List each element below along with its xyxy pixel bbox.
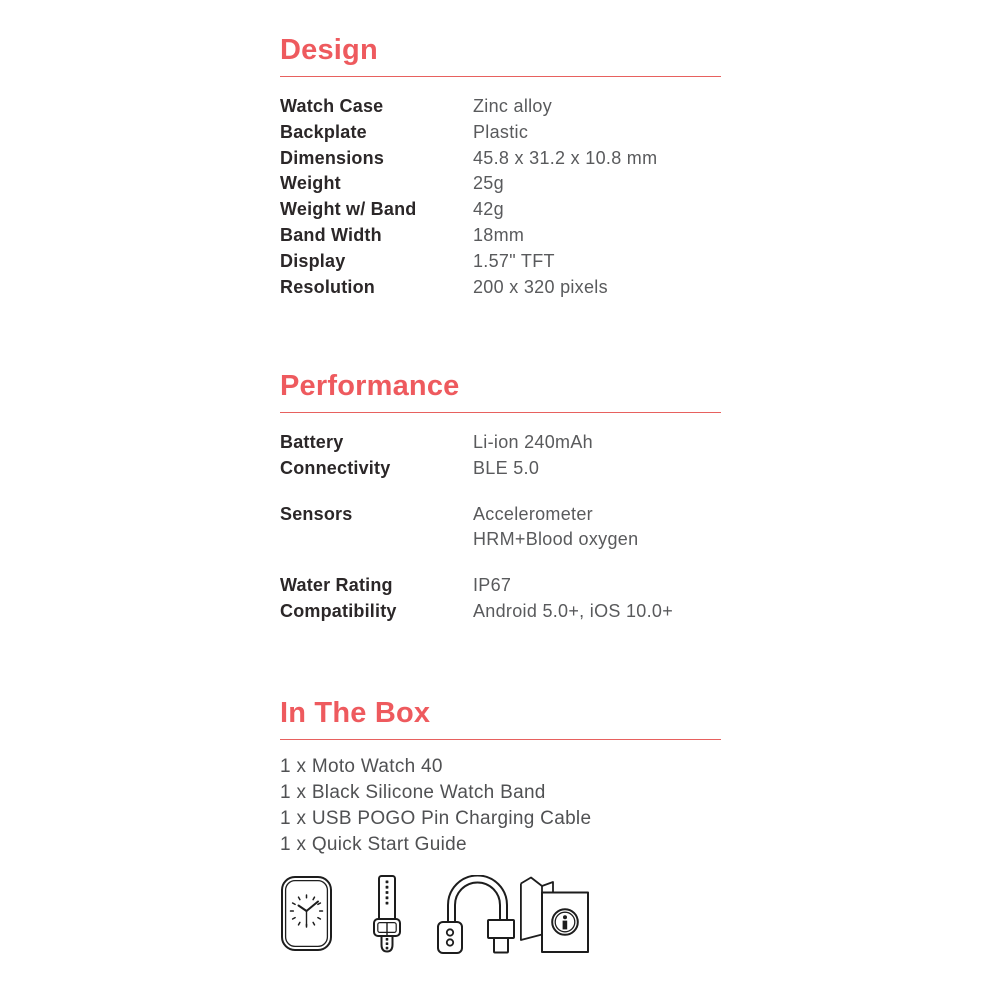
spec-value: 42g (473, 199, 504, 220)
watch-band-icon (373, 875, 401, 954)
spec-label: Battery (280, 432, 344, 452)
spec-group-gap (280, 482, 721, 502)
spec-label: Weight w/ Band (280, 199, 417, 220)
spec-label: Compatibility (280, 600, 397, 621)
spec-label: Backplate (280, 121, 367, 142)
spec-label: Band Width (280, 224, 382, 245)
spec-value: 45.8 x 31.2 x 10.8 mm (473, 147, 658, 168)
spec-row-watch-case (280, 94, 721, 120)
spec-row-compatibility (280, 599, 721, 625)
spec-row-weight-with-band (280, 197, 721, 223)
spec-value: Li-ion 240mAh (473, 432, 593, 452)
spec-row-display (280, 249, 721, 275)
spec-value: Zinc alloy (473, 96, 553, 116)
spec-row-backplate (280, 120, 721, 146)
box-contents-list (280, 754, 721, 858)
spec-row-weight (280, 171, 721, 197)
list-item: 1 x Quick Start Guide (280, 833, 467, 855)
performance-section-title: Performance (280, 370, 460, 402)
spec-value-line2: HRM+Blood oxygen (473, 529, 639, 550)
spec-row-resolution (280, 275, 721, 301)
spec-label: Connectivity (280, 457, 391, 478)
design-section (280, 35, 721, 300)
design-spec-table (280, 94, 721, 300)
spec-row-connectivity (280, 456, 721, 482)
watch-icon (281, 876, 332, 951)
spec-row-water-rating (280, 573, 721, 599)
section-divider (280, 739, 721, 740)
spec-row-band-width (280, 223, 721, 249)
spec-value: 18mm (473, 224, 525, 245)
section-divider (280, 76, 721, 77)
spec-label: Watch Case (280, 96, 384, 116)
section-divider (280, 412, 721, 413)
spec-value: 200 x 320 pixels (473, 276, 608, 297)
spec-label: Resolution (280, 276, 375, 297)
spec-label: Sensors (280, 503, 353, 524)
spec-value: 1.57" TFT (473, 250, 555, 271)
spec-row-battery (280, 430, 721, 456)
spec-value: BLE 5.0 (473, 457, 540, 478)
spec-value: Accelerometer (473, 503, 593, 524)
design-section-title: Design (280, 34, 378, 66)
spec-value: IP67 (473, 575, 512, 596)
list-item: 1 x USB POGO Pin Charging Cable (280, 807, 592, 829)
spec-label: Water Rating (280, 575, 393, 596)
quick-start-guide-icon (520, 876, 589, 954)
spec-label: Weight (280, 173, 341, 194)
performance-spec-table (280, 430, 721, 625)
in-the-box-section (280, 698, 721, 957)
spec-value: Plastic (473, 121, 529, 142)
spec-row-dimensions (280, 146, 721, 172)
charging-cable-icon (437, 875, 515, 954)
in-the-box-section-title: In The Box (280, 697, 431, 729)
spec-label: Display (280, 250, 346, 271)
spec-group-gap (280, 553, 721, 573)
list-item: 1 x Moto Watch 40 (280, 756, 443, 777)
list-item: 1 x Black Silicone Watch Band (280, 781, 546, 803)
spec-row-sensors (280, 502, 721, 554)
spec-value: 25g (473, 173, 504, 194)
box-contents-icons (280, 875, 721, 957)
spec-label: Dimensions (280, 147, 385, 168)
spec-value: Android 5.0+, iOS 10.0+ (473, 600, 674, 621)
performance-section (280, 371, 721, 625)
